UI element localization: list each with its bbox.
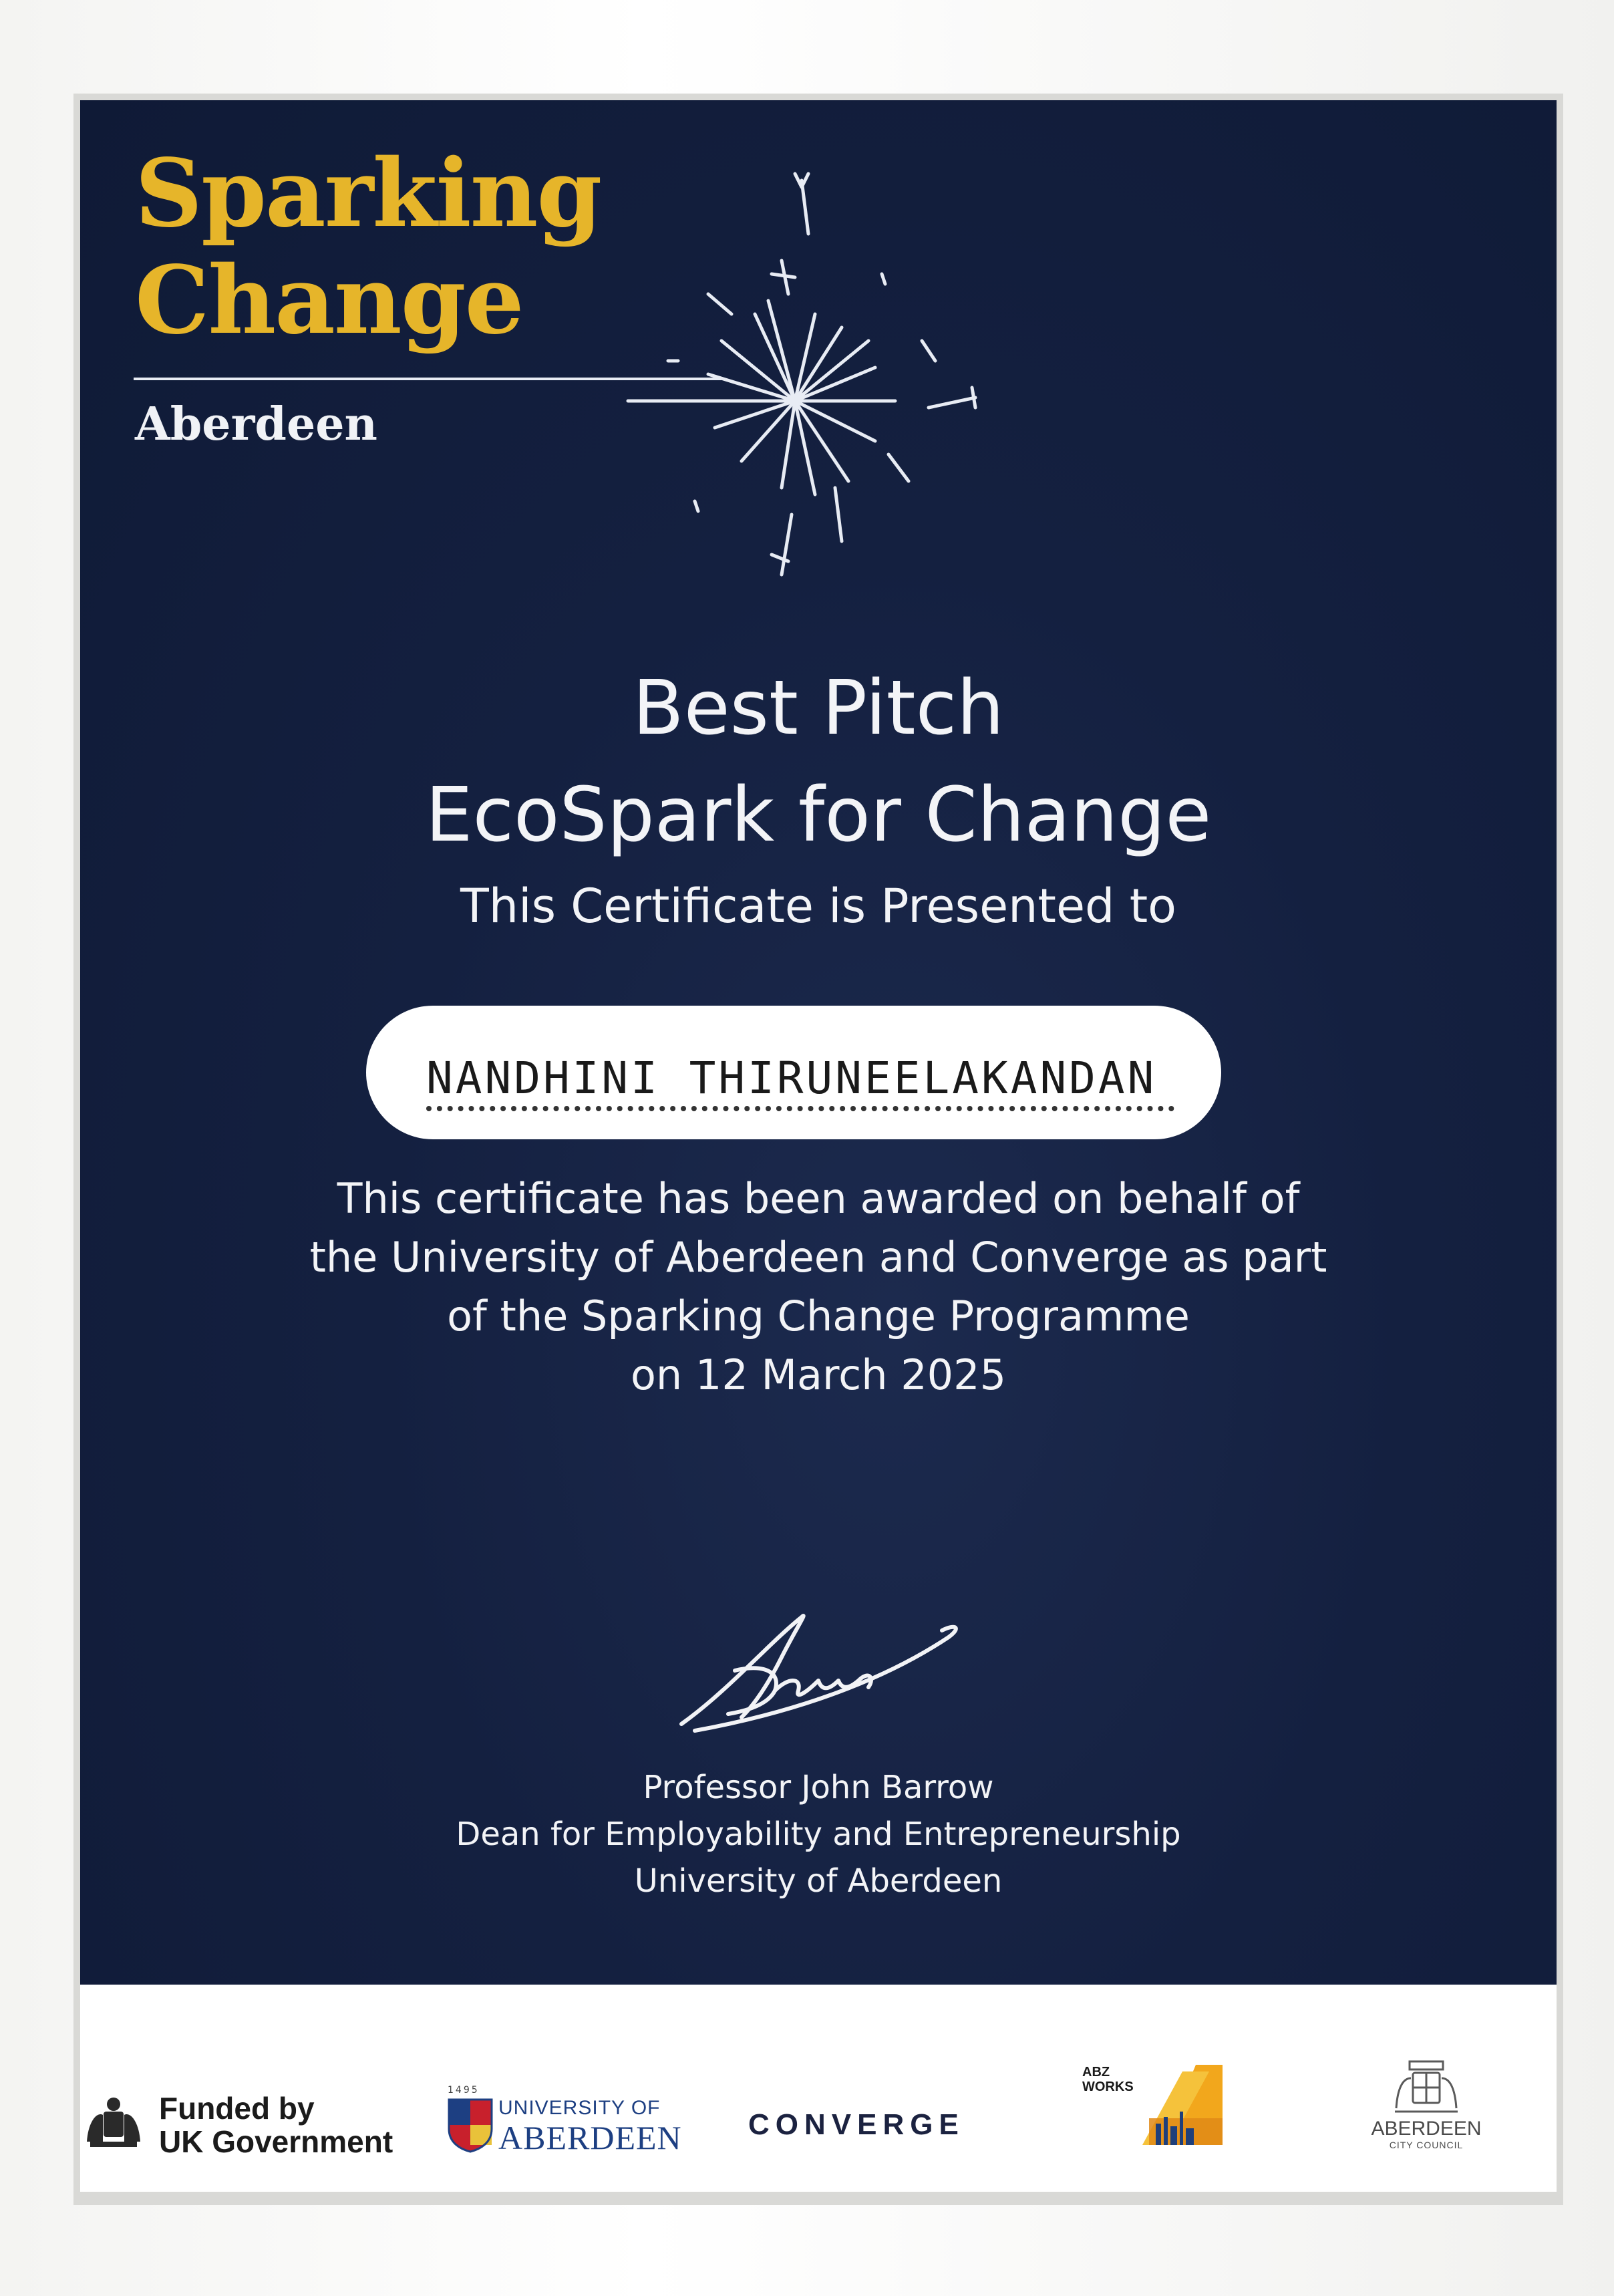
aberdeen-city-council-logo: [1363, 2058, 1490, 2165]
acc-line2: CITY COUNCIL: [1389, 2140, 1464, 2150]
award-title: [80, 655, 1557, 869]
signature: [668, 1590, 989, 1751]
award-description-line2: the University of Aberdeen and Converge as part: [309, 1233, 1327, 1282]
uoa-shield-icon: [448, 2098, 493, 2153]
royal-crest-icon: [80, 2095, 147, 2155]
signatory: [80, 1764, 1557, 1904]
university-of-aberdeen-logo: [448, 2085, 701, 2158]
brand-title: [135, 140, 601, 354]
award-description: [80, 1169, 1557, 1405]
funded-line2: UK Government: [159, 2124, 393, 2159]
recipient-name: NANDHINI THIRUNEELAKANDAN: [426, 1052, 1157, 1104]
award-description-line3: of the Sparking Change Programme: [447, 1292, 1190, 1340]
converge-logo: CONVERGE: [748, 2108, 965, 2141]
funded-line1: Funded by: [159, 2091, 315, 2126]
abz-line1: ABZ: [1082, 2065, 1110, 2079]
signatory-org: University of Aberdeen: [634, 1862, 1003, 1900]
uoa-line2: ABERDEEN: [498, 2119, 682, 2156]
award-title-line1: Best Pitch: [632, 665, 1005, 752]
uoa-line1: UNIVERSITY OF: [498, 2097, 661, 2119]
award-title-line2: EcoSpark for Change: [425, 772, 1212, 859]
brand-title-line2: Change: [135, 246, 523, 355]
certificate-background: [80, 100, 1557, 1985]
brand-title-line1: Sparking: [135, 139, 601, 249]
acc-line1: ABERDEEN: [1371, 2118, 1482, 2140]
award-date: on 12 March 2025: [630, 1350, 1007, 1399]
abz-works-logo: [1082, 2058, 1236, 2152]
sponsor-logos: [80, 1985, 1557, 2192]
uk-government-logo: [80, 2092, 401, 2158]
recipient-name-box: [366, 1006, 1221, 1139]
uoa-year: 1495: [448, 2085, 480, 2096]
signatory-name: Professor John Barrow: [643, 1769, 994, 1806]
name-dotted-line: [426, 1106, 1174, 1111]
brand-city: Aberdeen: [135, 398, 377, 451]
funded-by-text: [159, 2092, 393, 2158]
certificate: [80, 100, 1557, 2192]
presented-to-text: This Certificate is Presented to: [460, 879, 1176, 934]
abz-works-icon: [1122, 2065, 1223, 2148]
abz-line2: WORKS: [1082, 2079, 1134, 2094]
signatory-role: Dean for Employability and Entrepreneurship: [456, 1816, 1181, 1853]
award-description-line1: This certificate has been awarded on behalf of: [337, 1174, 1300, 1223]
city-council-crest-icon: [1390, 2058, 1463, 2118]
sparkler-icon: [588, 140, 1002, 621]
